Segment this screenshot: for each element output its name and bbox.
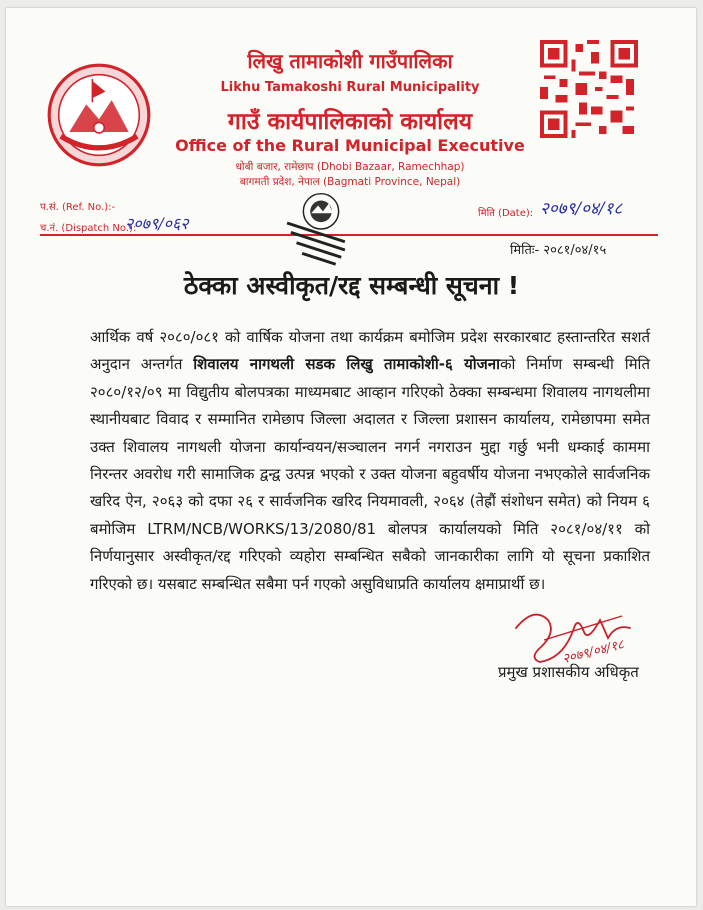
address-line-2: बागमती प्रदेश, नेपाल (Bagmati Province, Nepal): [239, 176, 461, 188]
date-value: २०७९/०४/१८: [540, 199, 623, 219]
project-name: शिवालय नागथली सडक लिखु तामाकोशी-६ योजना: [193, 355, 500, 374]
nepal-emblem-icon: [46, 62, 152, 168]
municipality-name-en: Likhu Tamakoshi Rural Municipality: [220, 80, 480, 95]
date-label: मिति (Date):: [478, 208, 534, 219]
signatory-title: प्रमुख प्रशासकीय अधिकृत: [498, 663, 639, 681]
notice-body: [90, 324, 650, 598]
office-name-en: Office of the Rural Municipal Executive: [175, 136, 525, 155]
dispatch-no-value: २०७९/०६२: [125, 214, 189, 233]
notice-date: मितिः- २०८१/०४/१५: [510, 243, 607, 258]
signature-date: २०७९/०४/१८: [560, 637, 626, 668]
ref-no-label: प.सं. (Ref. No.):-: [40, 202, 116, 213]
municipality-name-ne: लिखु तामाकोशी गाउँपालिका: [247, 49, 453, 73]
qr-code-icon: [540, 40, 638, 138]
notice-title: ठेक्का अस्वीकृत/रद्द सम्बन्धी सूचना !: [183, 271, 520, 300]
notice-body-text-2: को निर्माण सम्बन्धी मिति २०८०/१२/०९ मा विद्युतीय बोलपत्रका माध्यमबाट आव्हान गरिएको ठेक्का सम्बन्धमा शिवालय नागथलीमा स्थानीयबाट विवाद र सम्मानित रामेछाप जिल्ला अदालत र जिल्ला प्रशासन कार्यालय, रामेछापमा समेत उक्त शिवालय नागथली योजना कार्यान्वयन/सञ्चालन नगर्न नगराउन मुद्दा गर्छु भनी धम्काई काममा निरन्तर अवरोध गरी सामाजिक द्वन्द्व उत्पन्न भएको र उक्त योजना बहुवर्षीय योजना नभएकोले सार्वजनिक खरिद ऐन, २०६३ को दफा २६ र सार्वजनिक खरिद नियमावली, २०६४ (तेह्रौं संशोधन समेत) को नियम ६ बमोजिम LTRM/NCB/WORKS/13/2080/81 बोलपत्र कार्यालयको मिति २०८१/०४/११ को निर्णयानुसार अस्वीकृत/रद्द गरिएको व्यहोरा सम्बन्धित सबैको जानकारीका लागि यो सूचना प्रकाशित गरिएको छ। यसबाट सम्बन्धित सबैमा पर्न गएको असुविधाप्रति कार्यालय क्षमाप्रार्थी छ।: [90, 355, 650, 593]
office-name-ne: गाउँ कार्यपालिकाको कार्यालय: [227, 109, 473, 135]
dispatch-no-label: च.नं. (Dispatch No.):: [40, 223, 137, 234]
office-seal-icon: [272, 178, 370, 276]
address-line-1: धोबी बजार, रामेछाप (Dhobi Bazaar, Ramechhap): [235, 161, 465, 173]
notice-body-text-1: आर्थिक वर्ष २०८०/०८१ को वार्षिक योजना तथा कार्यक्रम बमोजिम प्रदेश सरकारबाट हस्तान्तरित सशर्त अनुदान अन्तर्गत: [90, 328, 650, 374]
